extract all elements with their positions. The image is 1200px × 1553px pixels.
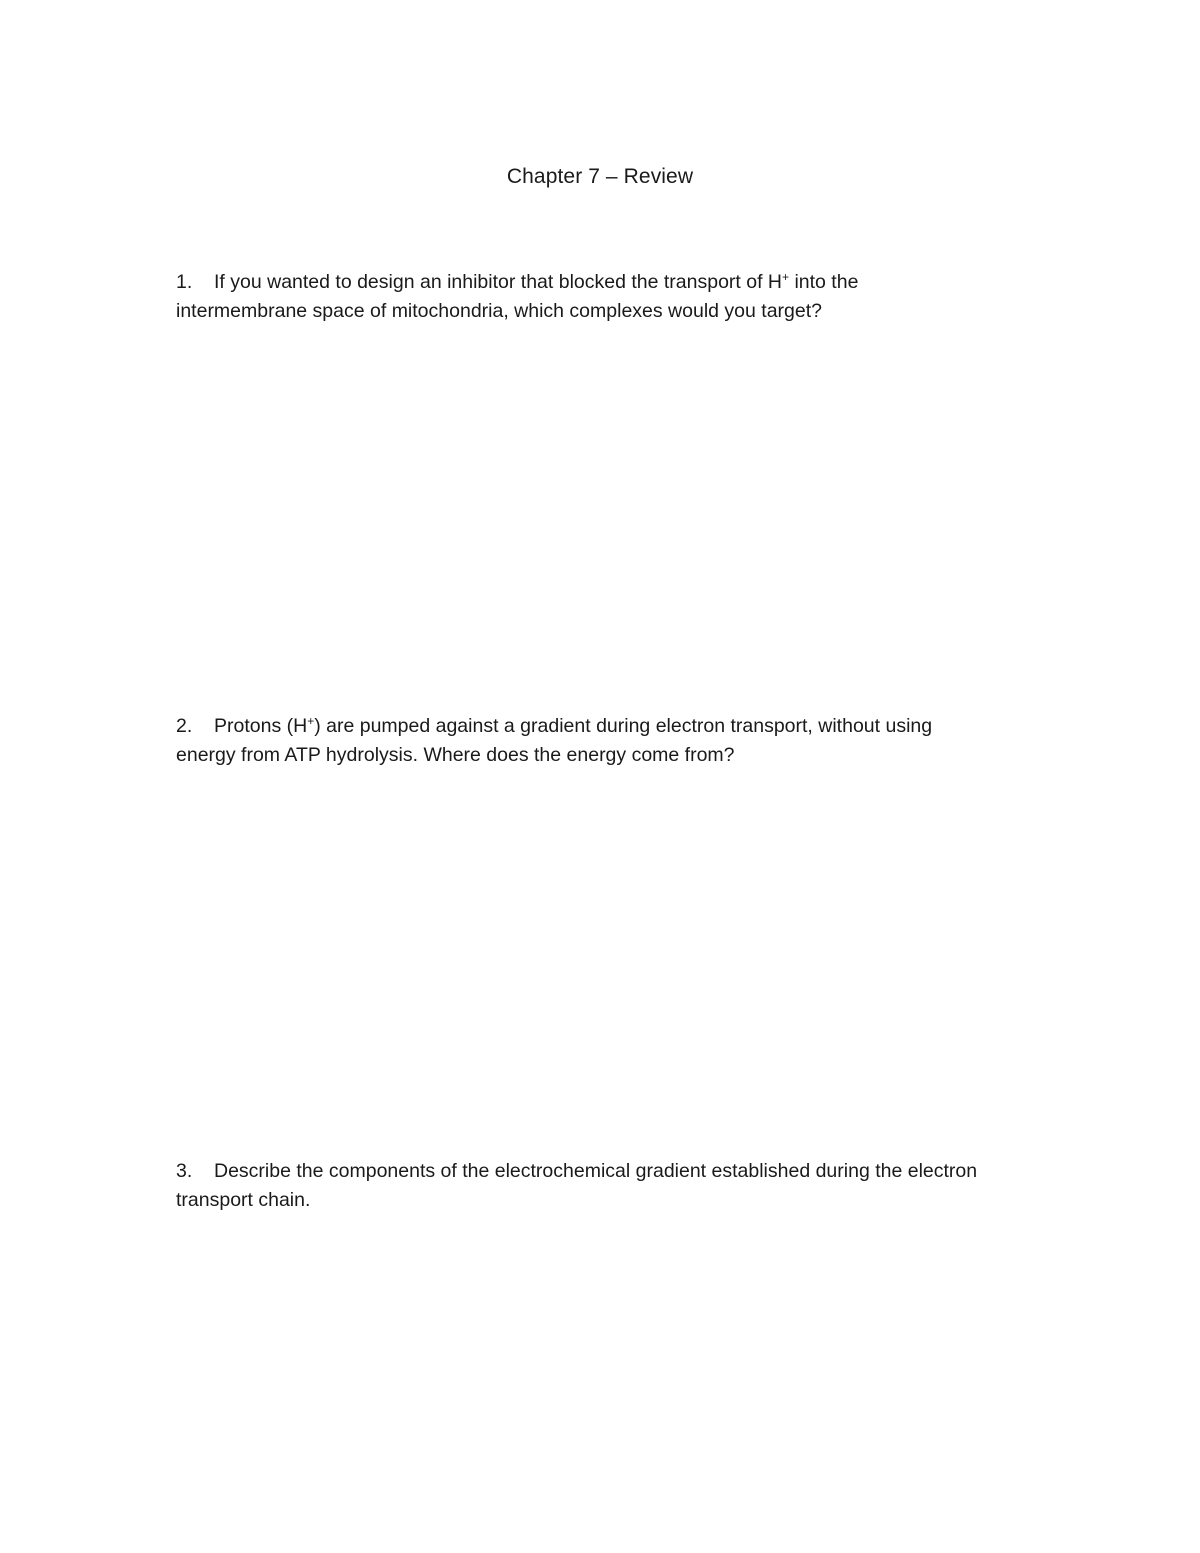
question-2-line-2: energy from ATP hydrolysis. Where does the energy come from? — [176, 744, 735, 766]
question-number: 2. — [176, 715, 193, 737]
question-2 — [176, 712, 1076, 770]
question-text: into the — [789, 271, 859, 293]
question-number: 3. — [176, 1160, 193, 1182]
question-text: If you wanted to design an inhibitor that blocked the transport of H — [214, 271, 783, 293]
question-1-line-1 — [176, 268, 1076, 297]
question-text: Describe the components of the electrochemical gradient established during the electron — [214, 1160, 978, 1182]
page-title: Chapter 7 – Review — [506, 165, 694, 188]
question-1 — [176, 268, 1076, 326]
question-3-line-1 — [176, 1157, 1076, 1186]
superscript-plus: + — [307, 714, 315, 728]
question-3-line-2: transport chain. — [176, 1189, 311, 1211]
question-3 — [176, 1157, 1076, 1215]
question-text: Protons (H — [214, 715, 308, 737]
question-1-line-2: intermembrane space of mitochondria, which complexes would you target? — [176, 300, 822, 322]
question-2-line-1 — [176, 712, 1076, 741]
superscript-plus: + — [782, 270, 790, 284]
question-number: 1. — [176, 271, 193, 293]
question-text: ) are pumped against a gradient during electron transport, without using — [314, 715, 933, 737]
